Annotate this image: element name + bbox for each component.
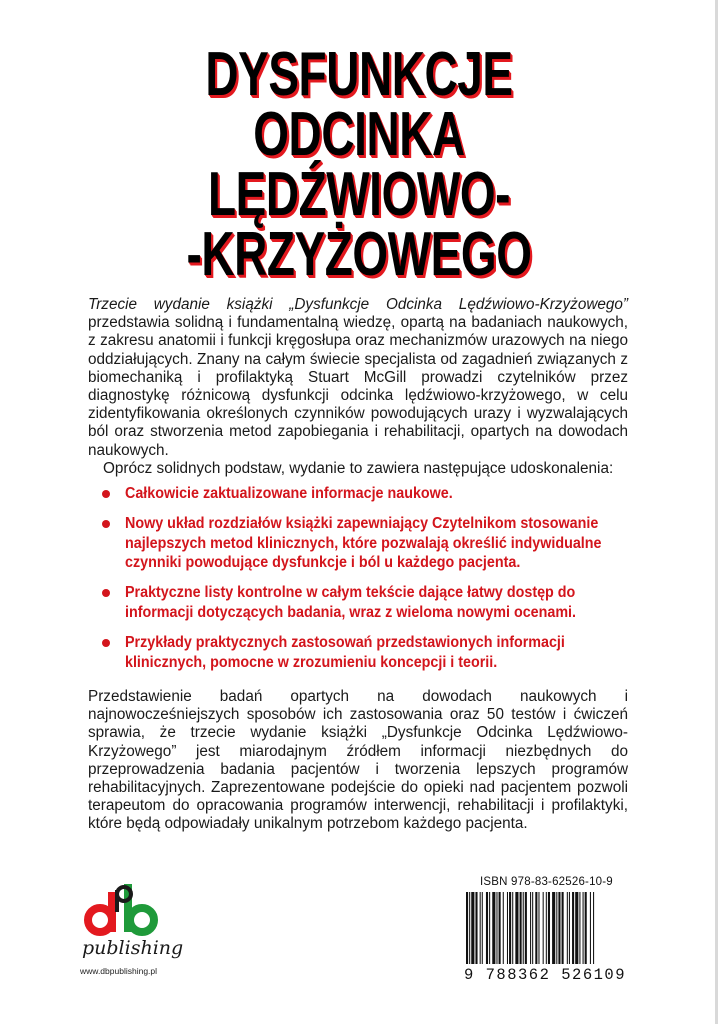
lead-in-text: Oprócz solidnych podstaw, wydanie to zawiera następujące udoskonalenia: xyxy=(103,460,614,477)
intro-italic-title: Trzecie wydanie książki „Dysfunkcje Odcinka Lędźwiowo-Krzyżowego” xyxy=(88,296,628,313)
title-line-3: LĘDŹWIOWO- xyxy=(207,160,511,229)
title-line-1: DYSFUNKCJE xyxy=(205,40,513,109)
list-item: Całkowicie zaktualizowane informacje naukowe. xyxy=(100,484,620,504)
bullet-icon xyxy=(102,490,110,498)
improvements-list xyxy=(100,484,620,682)
closing-paragraph: Przedstawienie badań opartych na dowodach naukowych i najnowocześniejszych sposobów ich zastosowania oraz 50 testów i ćwiczeń sprawia, że trzecie wydanie książki „Dysfunkcje Odcinka Lędźwiowo-Krzyżowego” jest miarodajnym źródłem informacji niezbędnych do przeprowadzenia badania pacjentów i tworzenia lepszych programów rehabilitacyjnych. Zaprezentowane podejście do opieki nad pacjentem pozwoli terapeutom do opracowania programów interwencji, rehabilitacji i profilaktyki, które będą odpowiadały unikalnym potrzebom każdego pacjenta. xyxy=(88,688,628,833)
barcode-digits: 9 788362 526109 xyxy=(464,966,627,984)
bullet-icon xyxy=(102,589,110,597)
publisher-url: www.dbpublishing.pl xyxy=(80,966,158,976)
bullet-icon xyxy=(102,520,110,528)
list-item: Nowy układ rozdziałów książki zapewniający Czytelnikom stosowanie najlepszych metod klinicznych, które pozwalają określić indywidualne czynniki powodujące dysfunkcje i ból u każdego pacjenta. xyxy=(100,514,620,573)
list-item: Przykłady praktycznych zastosowań przedstawionych informacji klinicznych, pomocne w zrozumieniu koncepcji i teorii. xyxy=(100,633,620,673)
isbn-barcode xyxy=(462,892,610,966)
isbn-label: ISBN 978-83-62526-10-9 xyxy=(480,876,613,888)
list-item: Praktyczne listy kontrolne w całym tekście dające łatwy dostęp do informacji dotyczących badania, wraz z wieloma nowymi ocenami. xyxy=(100,583,620,623)
title-line-4: -KRZYŻOWEGO xyxy=(186,220,532,289)
logo-letter-d xyxy=(88,892,116,932)
title-line-2: ODCINKA xyxy=(253,100,465,169)
logo-wordmark: publishing xyxy=(82,937,184,959)
intro-text: przedstawia solidną i fundamentalną wiedzę, opartą na badaniach naukowych, z zakresu anatomii i funkcji kręgosłupa oraz mechanizmów urazowych na niego oddziałujących. Znany na całym świecie specjalista od zagadnień związanych z biomechaniką i profilaktyką Stuart McGill prowadzi czytelników przez diagnostykę różnicową dysfunkcji odcinka lędźwiowo-krzyżowego, w celu zidentyfikowania określonych czynników powodujących urazy i wyzwalających ból oraz stworzenia metod zapobiegania i rehabilitacji, opartych na dowodach naukowych. xyxy=(88,314,628,459)
intro-paragraph xyxy=(88,296,628,460)
publisher-logo xyxy=(78,870,188,980)
book-title xyxy=(0,40,718,289)
bullet-icon xyxy=(102,639,110,647)
